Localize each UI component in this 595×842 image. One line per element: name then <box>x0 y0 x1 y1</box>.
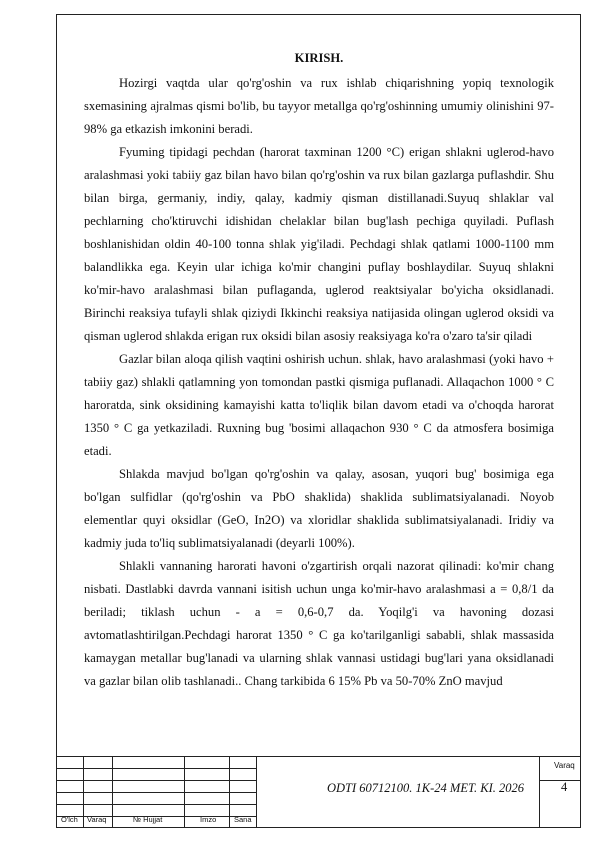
document-code: ODTI 60712100. 1K-24 MET. KI. 2026 <box>327 781 524 795</box>
col-label-sana: Sana <box>234 815 252 824</box>
col-label-varaq: Varaq <box>87 815 107 824</box>
col-label-olch: O'lch <box>61 815 78 824</box>
paragraph-1: Hozirgi vaqtda ular qo'rg'oshin va rux ishlab chiqarishning yopiq texnologik sxemasining ajralmas qismi bo'lib, bu tayyor metallga qo'rg'oshinning umumiy olinishini 97-98% ga etkazish imkonini beradi. <box>84 76 554 136</box>
paragraph-3: Gazlar bilan aloqa qilish vaqtini oshirish uchun. shlak, havo aralashmasi (yoki havo + tabiiy gaz) shlakli qatlamning yon tomondan pastki qismiga puflanadi. Allaqachon 1000 ° C haroratda, sink oksidining kamayishi katta to'liqlik bilan davom etadi va o'choqda harorat 1350 ° C ga yetkaziladi. Ruxning bug 'bosimi allaqachon 930 ° C da atmosfera bosimiga etadi. <box>84 352 554 458</box>
paragraph-4: Shlakda mavjud bo'lgan qo'rg'oshin va qalay, asosan, yuqori bug' bosimiga ega bo'lgan sulfidlar (qo'rg'oshin va PbO shaklida) shaklida sublimatsiyalanadi. Noyob elementlar quyi oksidlar (GeO, In2O) va xloridlar shaklida sublimatsiyalanadi. Iridiy va kadmiy juda to'liq sublimatsiyalanadi (deyarli 100%). <box>84 467 554 550</box>
page-number: 4 <box>561 780 568 794</box>
paragraph-5: Shlakli vannaning harorati havoni o'zgartirish orqali nazorat qilinadi: ko'mir chang nisbati. Dastlabki davrda vannani isitish uchun unga ko'mir-havo aralashmasi a = 0,8/1 da beriladi; tiklash uchun - a = 0,6-0,7 da. Yoqilg'i va havoning dozasi avtomatlashtirilgan.Pechdagi harorat 1350 ° C ga ko'tarilganligi sababli, shlak massasida kamaygan metallar bug'lanadi va ularning shlak vannasi ustidagi bug'lari yana oksidlanadi va gazlar bilan olib tashlanadi.. Chang tarkibida 6 15% Pb va 50-70% ZnO mavjud <box>84 559 554 688</box>
document-body <box>84 51 554 693</box>
paragraph-2: Fyuming tipidagi pechdan (harorat taxminan 1200 °C) erigan shlakni uglerod-havo aralashmasi yoki tabiiy gaz bilan havo bilan qo'rg'oshin va rux bilan gazlarga puflashdir. Shu bilan birga, germaniy, indiy, qalay, kadmiy qisman distillanadi.Suyuq shlaklar val pechlarning cho'ktiruvchi idishidan chelaklar bilan bug'lash pechiga quyiladi. Puflash boshlanishidan oldin 40-100 tonna shlak yig'iladi. Pechdagi shlak qatlami 1000-1100 mm balandlikka ega. Keyin ular ichiga ko'mir changini puflay boshlaydilar. Suyuq shlakni ko'mir-havo aralashmasi bilan puflaganda, uglerod reaktsiyalar bo'yicha oksidlanadi. Birinchi reaksiya tufayli shlak qiziydi Ikkinchi reaksiya natijasida olingan uglerod oksidi va qisman uglerod shlakda erigan rux oksidi bilan asosiy reaksiyaga ko'ra o'zaro ta'sir qiladi <box>84 145 554 343</box>
section-title: KIRISH. <box>294 51 344 65</box>
sheet-label: Varaq <box>554 761 575 770</box>
col-label-hujjat: № Hujjat <box>133 815 163 824</box>
title-block <box>56 756 581 828</box>
col-label-imzo: Imzo <box>200 815 217 824</box>
